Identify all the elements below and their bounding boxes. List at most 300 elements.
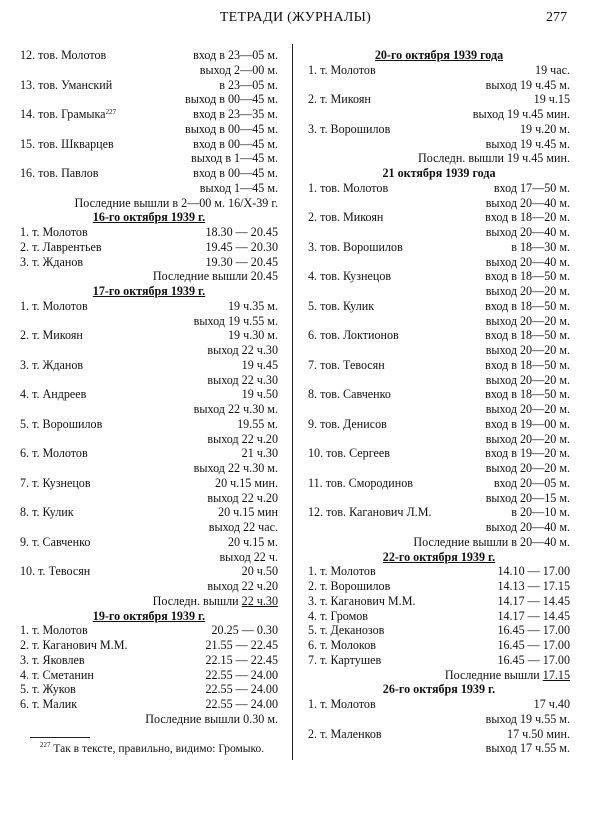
visitor-name xyxy=(20,225,88,240)
time-value xyxy=(486,196,570,211)
time-value xyxy=(534,697,570,712)
visitor-name-text: 3. т. Жданов xyxy=(20,357,84,372)
visitor-row xyxy=(308,417,570,432)
visitor-name xyxy=(20,682,76,697)
time-text: выход 22 ч.20 xyxy=(207,490,278,505)
visitor-name xyxy=(308,505,431,520)
date-heading-text: 16-го октября 1939 г. xyxy=(92,210,206,225)
visitor-name-text: 5. т. Деканозов xyxy=(308,623,385,638)
time-value xyxy=(486,491,570,506)
visitor-name-text: 15. тов. Шкварцев xyxy=(20,136,114,151)
footnote-rule xyxy=(30,737,90,738)
time-text: выход 19 ч.45 м. xyxy=(485,77,570,92)
time-value xyxy=(511,505,570,520)
time-value xyxy=(237,417,278,432)
visitor-name-text: 10. тов. Сергеев xyxy=(308,446,390,461)
visitor-name-text: 3. т. Яковлев xyxy=(20,652,85,667)
time-row xyxy=(308,284,570,299)
time-row xyxy=(20,594,278,609)
time-value xyxy=(185,92,278,107)
time-text: выход 19 ч.45 м. xyxy=(485,136,570,151)
visitor-name-text: 2. тов. Микоян xyxy=(308,210,384,225)
time-text: выход в 00—45 м. xyxy=(184,92,278,107)
time-row xyxy=(308,402,570,417)
time-text: вход 17—50 м. xyxy=(493,180,570,195)
time-text: 20 ч.50 xyxy=(241,564,278,579)
visitor-name xyxy=(308,417,387,432)
time-text: выход 20—20 м. xyxy=(485,343,570,357)
time-row xyxy=(20,151,278,166)
time-text: выход 20—20 м. xyxy=(485,402,570,416)
visitor-name xyxy=(308,697,376,712)
visitor-name xyxy=(20,255,83,270)
time-value xyxy=(485,358,570,373)
time-text: 22.55 — 24.00 xyxy=(205,667,278,682)
visitor-name-text: 2. т. Ворошилов xyxy=(308,579,391,593)
time-text: Последние вышли 0.30 м. xyxy=(145,711,278,726)
visitor-name xyxy=(20,638,127,653)
time-value xyxy=(74,196,278,211)
time-value xyxy=(205,682,278,697)
visitor-name xyxy=(308,122,390,137)
time-text: вход 20—05 м. xyxy=(493,475,570,490)
visitor-row xyxy=(20,682,278,697)
time-text: выход 20—20 м. xyxy=(485,461,570,475)
right-column xyxy=(308,48,570,756)
visitor-name xyxy=(308,564,376,579)
time-value xyxy=(486,432,570,447)
visitor-name-text: 5. тов. Кулик xyxy=(308,298,375,313)
visitor-name-text: 5. т. Ворошилов xyxy=(20,416,103,431)
visitor-name-text: 9. тов. Денисов xyxy=(308,416,387,431)
time-text: Последние вышли xyxy=(444,667,543,682)
visitor-row xyxy=(308,446,570,461)
visitor-name-text: 1. т. Молотов xyxy=(20,298,88,313)
time-value xyxy=(242,446,278,461)
visitor-name xyxy=(308,446,390,461)
time-text: вход в 18—50 м. xyxy=(485,328,570,343)
time-value xyxy=(145,712,278,727)
time-text: Последн. вышли 19 ч.45 мин. xyxy=(417,151,570,166)
time-value xyxy=(497,564,570,579)
time-text: выход 22 час. xyxy=(208,520,278,534)
visitor-row xyxy=(20,697,278,712)
visitor-name-text: 2. т. Микоян xyxy=(308,92,371,107)
time-value xyxy=(486,255,570,270)
footnote-text: Так в тексте, правильно, видимо: Громыко. xyxy=(53,743,265,755)
visitor-row xyxy=(308,328,570,343)
visitor-name-text: 3. т. Жданов xyxy=(20,254,84,269)
visitor-row xyxy=(308,92,570,107)
visitor-row xyxy=(20,137,278,152)
visitor-name-text: 12. тов. Каганович Л.М. xyxy=(308,505,432,520)
time-text: выход 19 ч.45 мин. xyxy=(472,107,570,121)
visitor-name xyxy=(308,638,376,653)
visitor-row xyxy=(308,299,570,314)
time-text: Последн. вышли xyxy=(152,593,242,608)
visitor-row xyxy=(20,638,278,653)
time-text: 20 ч.15 м. xyxy=(227,534,278,549)
time-text: выход 22 ч. xyxy=(219,549,278,564)
visitor-name-text: 13. тов. Уманский xyxy=(20,77,113,92)
time-text: 19 ч.15 xyxy=(533,92,570,107)
time-text: 22.55 — 24.00 xyxy=(205,682,278,697)
visitor-row xyxy=(308,63,570,78)
visitor-name xyxy=(308,210,383,225)
visitor-row xyxy=(308,476,570,491)
visitor-row xyxy=(308,609,570,624)
column-divider xyxy=(292,44,293,760)
time-value xyxy=(193,48,278,63)
date-heading-text: 19-го октября 1939 г. xyxy=(92,608,206,623)
visitor-row xyxy=(308,579,570,594)
time-text: 17 ч.40 xyxy=(533,697,570,711)
visitor-name xyxy=(20,166,99,181)
time-value xyxy=(511,240,570,255)
time-value xyxy=(535,63,570,78)
time-text: выход 19 ч.55 м. xyxy=(485,711,570,726)
time-row xyxy=(20,269,278,284)
time-value xyxy=(200,63,278,78)
time-text: выход 2—00 м. xyxy=(199,62,278,77)
time-text: вход в 19—20 м. xyxy=(485,446,570,461)
date-heading-text: 26-го октября 1939 г. xyxy=(382,682,496,697)
time-value xyxy=(445,668,570,683)
footnote-ref: 227 xyxy=(105,108,117,116)
visitor-name-text: 1. т. Молотов xyxy=(20,623,88,638)
visitor-name-text: 1. т. Молотов xyxy=(308,62,376,77)
time-value xyxy=(486,712,570,727)
footnote xyxy=(40,743,264,755)
date-heading-text: 21 октября 1939 года xyxy=(382,166,496,180)
time-text: 19 ч.35 м. xyxy=(227,298,278,313)
time-value xyxy=(497,579,570,594)
time-value xyxy=(194,461,278,476)
time-row xyxy=(308,151,570,166)
time-row xyxy=(20,181,278,196)
time-row xyxy=(20,373,278,388)
visitor-name xyxy=(308,63,376,78)
time-value xyxy=(473,107,570,122)
time-value xyxy=(207,343,278,358)
time-value xyxy=(207,579,278,594)
time-value xyxy=(205,697,278,712)
visitor-name-text: 1. т. Молотов xyxy=(308,564,376,579)
time-text: 17 ч.50 мин. xyxy=(507,726,570,741)
time-row xyxy=(20,520,278,535)
visitor-name xyxy=(20,78,112,93)
time-text: выход 22 ч.30 xyxy=(207,372,278,387)
time-value xyxy=(242,387,278,402)
time-row xyxy=(308,461,570,476)
time-value xyxy=(185,122,278,137)
time-row xyxy=(308,712,570,727)
footnote-marker: 227 xyxy=(40,741,51,749)
time-row xyxy=(308,107,570,122)
time-underlined: 22 ч.30 xyxy=(241,593,278,608)
visitor-name xyxy=(20,564,90,579)
time-row xyxy=(20,122,278,137)
visitor-row xyxy=(20,107,278,122)
visitor-name xyxy=(20,240,102,255)
time-text: выход в 1—45 м. xyxy=(191,151,278,166)
visitor-row xyxy=(308,697,570,712)
time-text: 21 ч.30 xyxy=(241,446,278,461)
visitor-row xyxy=(308,181,570,196)
time-text: вход в 18—50 м. xyxy=(485,387,570,402)
time-text: выход 20—20 м. xyxy=(485,313,570,328)
time-text: выход 20—40 м. xyxy=(485,195,570,210)
visitor-row xyxy=(20,225,278,240)
time-text: 21.55 — 22.45 xyxy=(205,638,278,652)
time-value xyxy=(242,358,278,373)
visitor-row xyxy=(20,328,278,343)
time-value xyxy=(209,520,278,535)
time-value xyxy=(193,166,278,181)
time-text: 20 ч.15 мин. xyxy=(215,475,278,490)
visitor-name xyxy=(20,107,116,122)
time-text: 14.17 — 14.45 xyxy=(497,608,570,623)
time-text: 18.30 — 20.45 xyxy=(205,225,278,239)
visitor-row xyxy=(308,387,570,402)
visitor-row xyxy=(20,564,278,579)
time-value xyxy=(497,638,570,653)
visitor-name-text: 7. т. Картушев xyxy=(308,652,382,667)
visitor-name xyxy=(20,446,88,461)
time-value xyxy=(194,314,278,329)
page-header xyxy=(0,10,591,32)
time-text: 14.13 — 17.15 xyxy=(497,579,570,593)
time-row xyxy=(20,491,278,506)
visitor-name-text: 12. тов. Молотов xyxy=(20,48,107,62)
time-value xyxy=(494,476,570,491)
time-text: 14.17 — 14.45 xyxy=(497,593,570,608)
time-text: 20 ч.15 мин xyxy=(218,505,278,520)
time-value xyxy=(486,137,570,152)
time-value xyxy=(242,564,278,579)
time-text: Последние вышли в 20—40 м. xyxy=(413,534,570,549)
visitor-name-text: 1. т. Молотов xyxy=(20,225,88,239)
time-text: 16.45 — 17.00 xyxy=(497,652,570,667)
time-value xyxy=(205,225,278,240)
time-value xyxy=(200,181,278,196)
time-text: выход 1—45 м. xyxy=(199,180,278,195)
time-row xyxy=(20,63,278,78)
visitor-row xyxy=(20,446,278,461)
time-value xyxy=(205,653,278,668)
time-text: выход 22 ч.30 м. xyxy=(193,402,278,416)
visitor-name xyxy=(308,358,385,373)
time-value xyxy=(486,314,570,329)
visitor-name xyxy=(308,92,371,107)
time-row xyxy=(308,491,570,506)
visitor-row xyxy=(308,594,570,609)
visitor-row xyxy=(308,653,570,668)
visitor-row xyxy=(20,358,278,373)
time-text: выход 17 ч.55 м. xyxy=(485,741,570,756)
visitor-name xyxy=(308,328,399,343)
date-heading xyxy=(308,682,570,697)
time-text: 19 ч.30 м. xyxy=(227,328,278,343)
visitor-name xyxy=(308,727,382,742)
visitor-name xyxy=(20,358,83,373)
visitor-name-text: 7. т. Кузнецов xyxy=(20,475,91,490)
date-heading xyxy=(308,550,570,565)
time-value xyxy=(207,491,278,506)
time-row xyxy=(20,314,278,329)
visitor-name-text: 6. т. Молоков xyxy=(308,638,376,652)
time-value xyxy=(153,269,278,284)
visitor-name-text: 8. тов. Савченко xyxy=(308,387,391,402)
visitor-name xyxy=(308,240,403,255)
time-value xyxy=(497,609,570,624)
time-value xyxy=(207,373,278,388)
visitor-name xyxy=(20,299,88,314)
time-value xyxy=(193,137,278,152)
time-row xyxy=(308,535,570,550)
visitor-name-text: 9. т. Савченко xyxy=(20,534,91,549)
time-text: Последние вышли 20.45 xyxy=(152,269,278,284)
time-value xyxy=(520,122,570,137)
time-text: 16.45 — 17.00 xyxy=(497,638,570,652)
time-value xyxy=(486,741,570,756)
time-row xyxy=(20,402,278,417)
time-text: вход в 18—50 м. xyxy=(485,357,570,372)
time-row xyxy=(308,373,570,388)
visitor-name xyxy=(20,417,102,432)
visitor-row xyxy=(20,535,278,550)
time-row xyxy=(20,196,278,211)
time-value xyxy=(205,240,278,255)
visitor-name-text: 11. тов. Смородинов xyxy=(308,475,413,490)
time-row xyxy=(308,520,570,535)
visitor-name-text: 7. тов. Тевосян xyxy=(308,357,385,372)
time-row xyxy=(308,137,570,152)
visitor-row xyxy=(20,505,278,520)
time-row xyxy=(20,712,278,727)
time-value xyxy=(228,328,278,343)
time-text: выход 22 ч.30 м. xyxy=(193,461,278,475)
time-value xyxy=(486,225,570,240)
visitor-name-text: 4. т. Громов xyxy=(308,608,369,623)
time-text: вход в 18—20 м. xyxy=(485,210,570,225)
time-value xyxy=(485,299,570,314)
visitor-name xyxy=(308,181,388,196)
time-value xyxy=(194,402,278,417)
date-heading xyxy=(308,48,570,63)
time-value xyxy=(218,505,278,520)
visitor-name xyxy=(20,653,85,668)
date-heading-text: 22-го октября 1939 г. xyxy=(382,549,496,564)
visitor-row xyxy=(20,48,278,63)
time-text: 19.45 — 20.30 xyxy=(205,239,278,254)
visitor-row xyxy=(308,269,570,284)
time-text: в 20—10 м. xyxy=(511,505,570,520)
visitor-name xyxy=(20,48,106,63)
time-value xyxy=(153,594,278,609)
time-text: выход в 00—45 м. xyxy=(184,121,278,136)
time-row xyxy=(20,461,278,476)
visitor-name-text: 3. т. Ворошилов xyxy=(308,121,391,136)
time-value xyxy=(486,284,570,299)
time-value xyxy=(205,638,278,653)
time-value xyxy=(486,402,570,417)
visitor-name-text: 6. т. Молотов xyxy=(20,446,88,461)
time-text: выход 19 ч.55 м. xyxy=(193,313,278,328)
time-value xyxy=(485,387,570,402)
time-value xyxy=(485,417,570,432)
visitor-name xyxy=(308,299,374,314)
time-value xyxy=(193,107,278,122)
time-value xyxy=(211,623,278,638)
visitor-name xyxy=(20,505,74,520)
visitor-name xyxy=(20,697,77,712)
time-value xyxy=(485,210,570,225)
time-text: 16.45 — 17.00 xyxy=(497,623,570,638)
time-row xyxy=(308,314,570,329)
time-row xyxy=(308,255,570,270)
visitor-row xyxy=(308,240,570,255)
time-text: вход в 00—45 м. xyxy=(193,166,278,180)
time-text: вход в 23—05 м. xyxy=(193,48,278,62)
time-row xyxy=(308,741,570,756)
time-value xyxy=(205,668,278,683)
date-heading xyxy=(20,210,278,225)
visitor-name-text: 4. т. Андреев xyxy=(20,387,87,402)
time-text: 19 час. xyxy=(535,62,570,77)
visitor-row xyxy=(308,122,570,137)
time-value xyxy=(228,299,278,314)
time-row xyxy=(308,668,570,683)
visitor-row xyxy=(20,78,278,93)
time-text: 19.55 м. xyxy=(237,416,278,431)
time-value xyxy=(191,151,278,166)
visitor-name-text: 14. тов. Грамыка xyxy=(20,107,106,121)
visitor-name-text: 1. тов. Молотов xyxy=(308,180,389,195)
time-value xyxy=(215,476,278,491)
time-text: вход в 18—50 м. xyxy=(485,269,570,284)
time-row xyxy=(20,550,278,565)
time-text: 19 ч.45 xyxy=(241,357,278,372)
time-value xyxy=(507,727,570,742)
visitor-row xyxy=(308,505,570,520)
visitor-row xyxy=(308,564,570,579)
visitor-name xyxy=(20,623,88,638)
visitor-row xyxy=(20,166,278,181)
time-row xyxy=(308,78,570,93)
time-text: выход 20—40 м. xyxy=(485,254,570,269)
visitor-name xyxy=(308,623,384,638)
time-text: 22.15 — 22.45 xyxy=(205,652,278,667)
time-text: Последние вышли в 2—00 м. 16/Х-39 г. xyxy=(74,195,278,210)
visitor-name-text: 5. т. Жуков xyxy=(20,682,76,697)
visitor-name-text: 8. т. Кулик xyxy=(20,505,74,520)
visitor-name xyxy=(20,535,90,550)
visitor-row xyxy=(20,476,278,491)
time-text: 19.30 — 20.45 xyxy=(205,254,278,269)
time-text: выход 22 ч.20 xyxy=(207,579,278,593)
time-row xyxy=(308,432,570,447)
time-text: выход 20—40 м. xyxy=(485,520,570,534)
visitor-name xyxy=(20,668,94,683)
time-row xyxy=(20,432,278,447)
time-text: выход 22 ч.30 xyxy=(207,343,278,357)
visitor-name xyxy=(20,476,91,491)
visitor-name xyxy=(20,137,114,152)
time-row xyxy=(20,579,278,594)
visitor-row xyxy=(20,417,278,432)
visitor-row xyxy=(308,358,570,373)
